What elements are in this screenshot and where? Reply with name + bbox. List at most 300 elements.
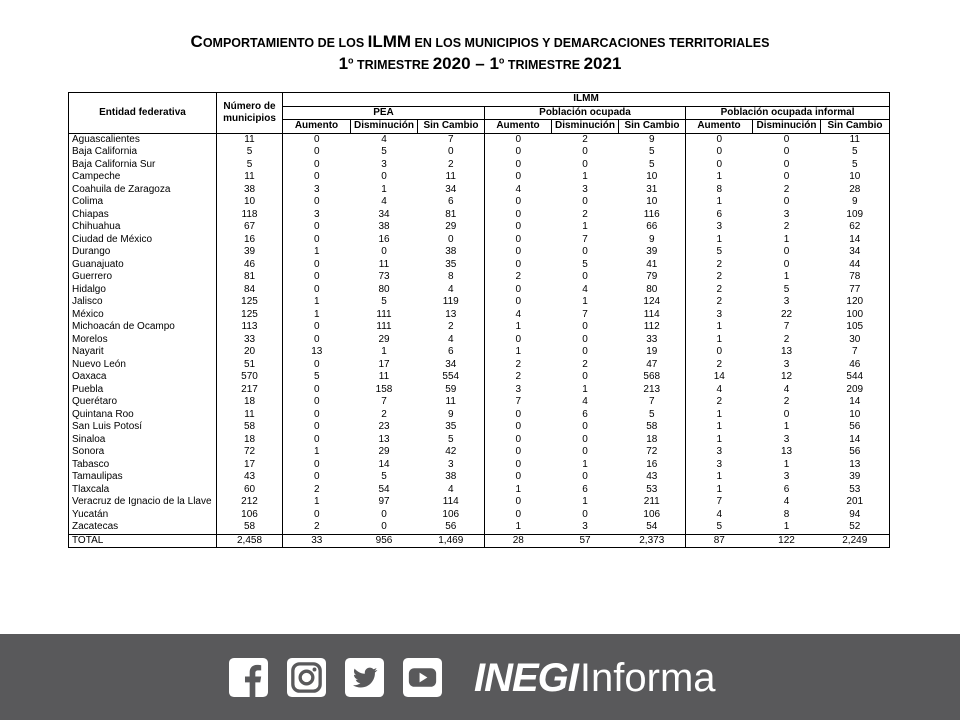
- cell-entity: Tlaxcala: [72, 483, 110, 495]
- cell-informal-disminucion: 12: [780, 371, 793, 382]
- cell-pea-aumento: 0: [283, 434, 351, 447]
- cell-ocupada-disminucion: 0: [582, 421, 588, 432]
- cell-pea-sin-cambio: 35: [445, 421, 457, 432]
- cell-informal-sin-cambio: 10: [849, 171, 861, 182]
- cell-informal-aumento: 3: [686, 459, 753, 472]
- cell-pea-sin-cambio: 4: [447, 283, 454, 295]
- table-row: [69, 359, 890, 372]
- cell-ocupada-sin-cambio: 41: [646, 258, 658, 270]
- cell-informal-disminucion: 2: [783, 221, 790, 232]
- cell-informal-sin-cambio: 14: [849, 233, 861, 245]
- cell-entity: México: [72, 308, 104, 320]
- cell-pea-sin-cambio: 4: [447, 483, 454, 495]
- table-row: [69, 446, 890, 459]
- cell-num-municipios: 58: [217, 421, 283, 434]
- table-row: [69, 409, 890, 422]
- cell-entity: Guanajuato: [72, 258, 124, 270]
- cell-pea-sin-cambio: 3: [447, 458, 454, 470]
- cell-pea-aumento: 0: [283, 459, 351, 472]
- cell-pea-disminucion: 158: [375, 383, 393, 395]
- cell-pea-disminucion: 956: [351, 534, 418, 548]
- cell-ocupada-aumento: 2: [485, 359, 552, 372]
- cell-informal-aumento: 1: [686, 234, 753, 247]
- table-row: [69, 521, 890, 534]
- cell-ocupada-sin-cambio: 39: [646, 246, 658, 257]
- cell-pea-aumento: 3: [283, 209, 351, 222]
- cell-informal-disminucion: 5: [783, 283, 790, 295]
- footer-bar: [0, 634, 960, 720]
- cell-entity: Nuevo León: [72, 358, 126, 370]
- cell-informal-disminucion: 0: [783, 408, 790, 420]
- table-row: [69, 146, 890, 159]
- cell-pea-aumento: 0: [283, 321, 351, 334]
- cell-informal-aumento: 87: [686, 534, 753, 548]
- cell-pea-sin-cambio: 34: [445, 358, 457, 370]
- cell-informal-disminucion: 0: [783, 133, 790, 145]
- cell-entity: Guerrero: [72, 271, 113, 282]
- cell-num-municipios: 18: [217, 434, 283, 447]
- cell-informal-sin-cambio: 209: [846, 383, 864, 395]
- cell-pea-disminucion: 29: [378, 446, 390, 457]
- cell-pea-sin-cambio: 42: [445, 446, 457, 457]
- cell-ocupada-sin-cambio: 33: [646, 333, 658, 345]
- cell-ocupada-disminucion: 2: [582, 208, 588, 220]
- cell-informal-disminucion: 1: [783, 521, 790, 532]
- cell-informal-disminucion: 6: [783, 483, 790, 495]
- cell-num-municipios: 125: [217, 296, 283, 309]
- cell-entity: Veracruz de Ignacio de la Llave: [72, 496, 212, 507]
- cell-pea-aumento: 0: [283, 471, 351, 484]
- table-row: [69, 284, 890, 297]
- table-row: [69, 196, 890, 209]
- cell-num-municipios: 16: [217, 234, 283, 247]
- cell-pea-sin-cambio: 554: [442, 371, 460, 382]
- cell-informal-sin-cambio: 105: [846, 321, 864, 332]
- cell-ocupada-aumento: 0: [485, 133, 552, 146]
- cell-ocupada-disminucion: 0: [582, 321, 588, 332]
- cell-pea-aumento: 1: [283, 246, 351, 259]
- cell-ocupada-sin-cambio: 10: [646, 171, 658, 182]
- cell-pea-disminucion: 11: [378, 258, 390, 270]
- cell-informal-aumento: 2: [686, 271, 753, 284]
- cell-ocupada-sin-cambio: 2,373: [619, 534, 686, 548]
- table-row: [69, 459, 890, 472]
- instagram-icon[interactable]: [287, 658, 326, 697]
- table-row: [69, 334, 890, 347]
- cell-ocupada-sin-cambio: 19: [646, 346, 658, 357]
- cell-informal-aumento: 3: [686, 309, 753, 322]
- cell-pea-aumento: 0: [283, 133, 351, 146]
- cell-pea-disminucion: 0: [381, 508, 387, 520]
- cell-pea-disminucion: 54: [378, 483, 390, 495]
- cell-pea-sin-cambio: 6: [447, 196, 454, 207]
- cell-num-municipios: 60: [217, 484, 283, 497]
- cell-pea-sin-cambio: 114: [442, 496, 459, 507]
- cell-pea-disminucion: 5: [381, 471, 387, 482]
- cell-entity: Baja California: [72, 146, 138, 157]
- cell-informal-sin-cambio: 39: [849, 471, 861, 482]
- cell-informal-disminucion: 3: [783, 208, 790, 220]
- cell-ocupada-sin-cambio: 5: [648, 408, 655, 420]
- cell-informal-aumento: 8: [686, 184, 753, 197]
- cell-ocupada-aumento: 0: [485, 471, 552, 484]
- table-row: [69, 384, 890, 397]
- cell-ocupada-sin-cambio: 106: [643, 508, 661, 520]
- cell-informal-disminucion: 3: [783, 358, 790, 370]
- cell-informal-aumento: 1: [686, 421, 753, 434]
- cell-entity: Oaxaca: [72, 371, 107, 382]
- cell-informal-aumento: 1: [686, 171, 753, 184]
- cell-ocupada-disminucion: 3: [582, 183, 588, 195]
- cell-informal-sin-cambio: 94: [849, 508, 861, 520]
- cell-pea-disminucion: 11: [378, 371, 390, 382]
- cell-informal-sin-cambio: 34: [849, 246, 861, 257]
- twitter-icon[interactable]: [345, 658, 384, 697]
- page-title: [0, 32, 960, 74]
- cell-informal-sin-cambio: 28: [849, 183, 861, 195]
- cell-informal-aumento: 1: [686, 484, 753, 497]
- cell-num-municipios: 11: [217, 409, 283, 422]
- cell-informal-aumento: 0: [686, 146, 753, 159]
- table-row: [69, 396, 890, 409]
- cell-informal-sin-cambio: 14: [849, 433, 861, 445]
- cell-informal-sin-cambio: 13: [849, 458, 861, 470]
- cell-pea-disminucion: 13: [378, 433, 390, 445]
- cell-pea-aumento: 0: [283, 196, 351, 209]
- cell-informal-sin-cambio: 56: [849, 446, 861, 457]
- cell-pea-sin-cambio: 8: [447, 271, 454, 282]
- cell-pea-aumento: 0: [283, 334, 351, 347]
- header-sub-sin-cambio: Sin Cambio: [619, 120, 686, 134]
- cell-informal-sin-cambio: 56: [849, 421, 861, 432]
- cell-informal-disminucion: 3: [783, 471, 790, 482]
- cell-pea-sin-cambio: 0: [447, 233, 454, 245]
- header-group-pea: PEA: [283, 106, 485, 120]
- cell-pea-aumento: 1: [283, 446, 351, 459]
- cell-informal-sin-cambio: 5: [851, 146, 858, 157]
- cell-num-municipios: 43: [217, 471, 283, 484]
- cell-informal-sin-cambio: 5: [851, 158, 858, 170]
- header-entity: Entidad federativa: [69, 93, 217, 134]
- cell-pea-sin-cambio: 38: [445, 471, 457, 482]
- cell-informal-sin-cambio: 120: [846, 296, 864, 307]
- cell-ocupada-aumento: 1: [485, 321, 552, 334]
- table-row: [69, 496, 890, 509]
- cell-informal-disminucion: 122: [753, 534, 821, 548]
- table-row: [69, 371, 890, 384]
- header-sub-disminucion: Disminución: [351, 120, 418, 134]
- cell-entity: Zacatecas: [72, 521, 119, 532]
- cell-ocupada-sin-cambio: 79: [646, 271, 658, 282]
- cell-informal-sin-cambio: 53: [849, 483, 861, 495]
- cell-pea-disminucion: 38: [378, 221, 390, 232]
- cell-informal-disminucion: 4: [783, 496, 790, 507]
- cell-entity: Morelos: [72, 333, 108, 345]
- cell-ocupada-aumento: 0: [485, 421, 552, 434]
- header-sub-sin-cambio: Sin Cambio: [418, 120, 485, 134]
- cell-ocupada-disminucion: 7: [582, 308, 588, 320]
- cell-informal-disminucion: 7: [783, 321, 790, 332]
- cell-informal-disminucion: 0: [783, 258, 790, 270]
- cell-informal-sin-cambio: 44: [849, 258, 861, 270]
- cell-pea-disminucion: 97: [378, 496, 390, 507]
- table-row: [69, 471, 890, 484]
- cell-pea-disminucion: 0: [381, 521, 387, 532]
- cell-informal-disminucion: 0: [783, 246, 790, 257]
- cell-entity: Aguascalientes: [72, 133, 140, 145]
- cell-pea-disminucion: 17: [378, 358, 390, 370]
- cell-informal-disminucion: 3: [783, 296, 790, 307]
- cell-informal-disminucion: 8: [783, 508, 790, 520]
- cell-informal-aumento: 5: [686, 521, 753, 534]
- social-icons: [229, 658, 442, 697]
- table-row: [69, 171, 890, 184]
- cell-pea-aumento: 13: [283, 346, 351, 359]
- cell-num-municipios: 81: [217, 271, 283, 284]
- header-sub-disminucion: Disminución: [552, 120, 619, 134]
- cell-pea-disminucion: 3: [381, 158, 387, 170]
- cell-informal-aumento: 3: [686, 221, 753, 234]
- cell-ocupada-disminucion: 0: [582, 196, 588, 207]
- cell-informal-sin-cambio: 100: [846, 308, 864, 320]
- cell-ocupada-disminucion: 3: [582, 521, 588, 532]
- cell-pea-disminucion: 16: [378, 233, 390, 245]
- table-row: [69, 259, 890, 272]
- cell-num-municipios: 212: [217, 496, 283, 509]
- table-row: [69, 309, 890, 322]
- cell-ocupada-aumento: 1: [485, 521, 552, 534]
- cell-num-municipios: 10: [217, 196, 283, 209]
- cell-num-municipios: 5: [217, 146, 283, 159]
- cell-pea-aumento: 0: [283, 509, 351, 522]
- cell-ocupada-aumento: 0: [485, 159, 552, 172]
- table-row: [69, 321, 890, 334]
- cell-informal-disminucion: 1: [783, 458, 790, 470]
- cell-ocupada-disminucion: 4: [582, 396, 588, 407]
- cell-num-municipios: 20: [217, 346, 283, 359]
- cell-ocupada-disminucion: 0: [582, 146, 588, 157]
- cell-informal-sin-cambio: 9: [851, 196, 858, 207]
- cell-informal-aumento: 1: [686, 471, 753, 484]
- cell-informal-aumento: 0: [686, 133, 753, 146]
- table-row: [69, 133, 890, 146]
- header-sub-sin-cambio: Sin Cambio: [821, 120, 890, 134]
- cell-ocupada-aumento: 0: [485, 221, 552, 234]
- cell-ocupada-aumento: 0: [485, 409, 552, 422]
- cell-informal-aumento: 1: [686, 334, 753, 347]
- cell-ocupada-disminucion: 0: [582, 246, 588, 257]
- cell-pea-sin-cambio: 11: [445, 171, 456, 182]
- table-body: [69, 133, 890, 548]
- cell-informal-aumento: 2: [686, 359, 753, 372]
- header-ilmm: ILMM: [283, 93, 890, 107]
- table-row: [69, 209, 890, 222]
- cell-informal-sin-cambio: 2,249: [821, 534, 890, 548]
- cell-entity: Tabasco: [72, 458, 110, 470]
- cell-pea-disminucion: 111: [376, 308, 392, 320]
- cell-ocupada-sin-cambio: 54: [646, 521, 658, 532]
- cell-informal-sin-cambio: 77: [849, 283, 861, 295]
- cell-num-municipios: 33: [217, 334, 283, 347]
- cell-informal-disminucion: 1: [783, 421, 790, 432]
- cell-ocupada-sin-cambio: 116: [643, 208, 660, 220]
- cell-informal-aumento: 14: [686, 371, 753, 384]
- youtube-icon[interactable]: [403, 658, 442, 697]
- cell-ocupada-disminucion: 2: [582, 133, 588, 145]
- cell-informal-sin-cambio: 10: [849, 408, 861, 420]
- cell-ocupada-aumento: 0: [485, 196, 552, 209]
- cell-ocupada-disminucion: 1: [582, 296, 588, 307]
- cell-ocupada-aumento: 0: [485, 171, 552, 184]
- cell-num-municipios: 217: [217, 384, 283, 397]
- header-sub-disminucion: Disminución: [753, 120, 821, 134]
- cell-pea-sin-cambio: 34: [445, 183, 457, 195]
- cell-entity: Michoacán de Ocampo: [72, 321, 175, 332]
- table-row: [69, 184, 890, 197]
- cell-pea-aumento: 0: [283, 234, 351, 247]
- cell-num-municipios: 38: [217, 184, 283, 197]
- cell-informal-disminucion: 0: [783, 171, 790, 182]
- cell-entity: Durango: [72, 246, 111, 257]
- cell-ocupada-aumento: 0: [485, 284, 552, 297]
- cell-num-municipios: 106: [217, 509, 283, 522]
- cell-pea-disminucion: 1: [381, 183, 387, 195]
- cell-informal-disminucion: 2: [783, 396, 790, 407]
- cell-ocupada-sin-cambio: 58: [646, 421, 658, 432]
- cell-informal-aumento: 6: [686, 209, 753, 222]
- cell-pea-sin-cambio: 29: [445, 221, 457, 232]
- cell-pea-disminucion: 1: [381, 346, 387, 357]
- cell-pea-sin-cambio: 81: [445, 208, 457, 220]
- cell-ocupada-sin-cambio: 5: [648, 146, 655, 157]
- cell-ocupada-sin-cambio: 124: [643, 296, 661, 307]
- cell-pea-aumento: 0: [283, 396, 351, 409]
- cell-entity: Chihuahua: [72, 221, 121, 232]
- inegi-informa-logo: INEGIInforma: [474, 656, 716, 700]
- cell-pea-disminucion: 4: [381, 133, 387, 145]
- cell-num-municipios: 11: [217, 171, 283, 184]
- cell-ocupada-aumento: 0: [485, 259, 552, 272]
- cell-ocupada-sin-cambio: 10: [646, 196, 658, 207]
- table-row: [69, 271, 890, 284]
- cell-num-municipios: 51: [217, 359, 283, 372]
- cell-informal-aumento: 7: [686, 496, 753, 509]
- cell-ocupada-aumento: 0: [485, 146, 552, 159]
- cell-pea-sin-cambio: 35: [445, 258, 457, 270]
- cell-ocupada-sin-cambio: 43: [646, 471, 658, 482]
- cell-ocupada-aumento: 0: [485, 296, 552, 309]
- cell-pea-sin-cambio: 4: [447, 333, 454, 345]
- cell-ocupada-sin-cambio: 72: [646, 446, 658, 457]
- cell-pea-sin-cambio: 13: [445, 308, 457, 320]
- cell-entity: Sonora: [72, 446, 105, 457]
- cell-informal-disminucion: 1: [783, 271, 790, 282]
- cell-ocupada-sin-cambio: 5: [648, 158, 655, 170]
- cell-informal-aumento: 4: [686, 384, 753, 397]
- cell-pea-sin-cambio: 1,469: [418, 534, 485, 548]
- cell-ocupada-aumento: 0: [485, 509, 552, 522]
- cell-ocupada-disminucion: 5: [582, 258, 588, 270]
- cell-pea-disminucion: 0: [381, 171, 387, 182]
- table-row: [69, 221, 890, 234]
- cell-ocupada-disminucion: 1: [582, 496, 588, 507]
- cell-informal-sin-cambio: 30: [849, 333, 861, 345]
- cell-pea-disminucion: 5: [381, 146, 387, 157]
- cell-num-municipios: 39: [217, 246, 283, 259]
- cell-pea-disminucion: 29: [378, 333, 390, 345]
- cell-ocupada-aumento: 4: [485, 309, 552, 322]
- cell-ocupada-aumento: 2: [485, 371, 552, 384]
- cell-pea-sin-cambio: 56: [445, 521, 457, 532]
- cell-pea-disminucion: 73: [378, 271, 390, 282]
- table-row: [69, 509, 890, 522]
- cell-informal-disminucion: 3: [783, 433, 790, 445]
- cell-entity: Nayarit: [72, 346, 104, 357]
- cell-entity: Querétaro: [72, 396, 118, 407]
- cell-informal-sin-cambio: 7: [851, 346, 858, 357]
- cell-pea-sin-cambio: 6: [447, 346, 454, 357]
- cell-ocupada-aumento: 0: [485, 434, 552, 447]
- cell-pea-aumento: 33: [283, 534, 351, 548]
- table-row: [69, 434, 890, 447]
- cell-informal-aumento: 1: [686, 434, 753, 447]
- cell-ocupada-disminucion: 1: [582, 458, 588, 470]
- cell-ocupada-sin-cambio: 53: [646, 483, 658, 495]
- cell-ocupada-disminucion: 0: [582, 346, 588, 357]
- cell-informal-sin-cambio: 11: [849, 133, 860, 145]
- cell-ocupada-disminucion: 0: [582, 508, 588, 520]
- cell-ocupada-disminucion: 0: [582, 371, 588, 382]
- cell-informal-aumento: 3: [686, 446, 753, 459]
- cell-entity: Colima: [72, 196, 104, 207]
- cell-ocupada-sin-cambio: 9: [648, 233, 655, 245]
- cell-ocupada-aumento: 1: [485, 346, 552, 359]
- cell-ocupada-sin-cambio: 211: [643, 496, 660, 507]
- table-row: [69, 421, 890, 434]
- cell-ocupada-aumento: 4: [485, 184, 552, 197]
- cell-num-municipios: 67: [217, 221, 283, 234]
- cell-pea-aumento: 0: [283, 271, 351, 284]
- cell-ocupada-disminucion: 0: [582, 446, 588, 457]
- table-header: [69, 93, 890, 134]
- cell-ocupada-disminucion: 4: [582, 283, 588, 295]
- facebook-icon[interactable]: [229, 658, 268, 697]
- cell-ocupada-sin-cambio: 31: [646, 183, 658, 195]
- cell-informal-disminucion: 13: [780, 446, 793, 457]
- cell-pea-sin-cambio: 5: [447, 433, 454, 445]
- cell-ocupada-disminucion: 6: [582, 408, 588, 420]
- cell-informal-disminucion: 0: [783, 158, 790, 170]
- cell-informal-sin-cambio: 14: [849, 396, 861, 407]
- cell-pea-disminucion: 80: [378, 283, 390, 295]
- cell-informal-aumento: 1: [686, 321, 753, 334]
- cell-informal-disminucion: 22: [780, 308, 793, 320]
- header-sub-aumento: Aumento: [686, 120, 753, 134]
- cell-pea-sin-cambio: 59: [445, 383, 457, 395]
- cell-informal-disminucion: 4: [783, 383, 790, 395]
- cell-ocupada-sin-cambio: 114: [643, 308, 660, 320]
- cell-informal-sin-cambio: 62: [849, 221, 861, 232]
- header-sub-aumento: Aumento: [283, 120, 351, 134]
- cell-num-municipios: 84: [217, 284, 283, 297]
- cell-pea-aumento: 1: [283, 309, 351, 322]
- cell-informal-disminucion: 2: [783, 183, 790, 195]
- cell-entity: Coahuila de Zaragoza: [72, 183, 171, 195]
- cell-ocupada-disminucion: 0: [582, 333, 588, 345]
- cell-ocupada-disminucion: 0: [582, 471, 588, 482]
- cell-informal-disminucion: 0: [783, 146, 790, 157]
- cell-num-municipios: 113: [217, 321, 283, 334]
